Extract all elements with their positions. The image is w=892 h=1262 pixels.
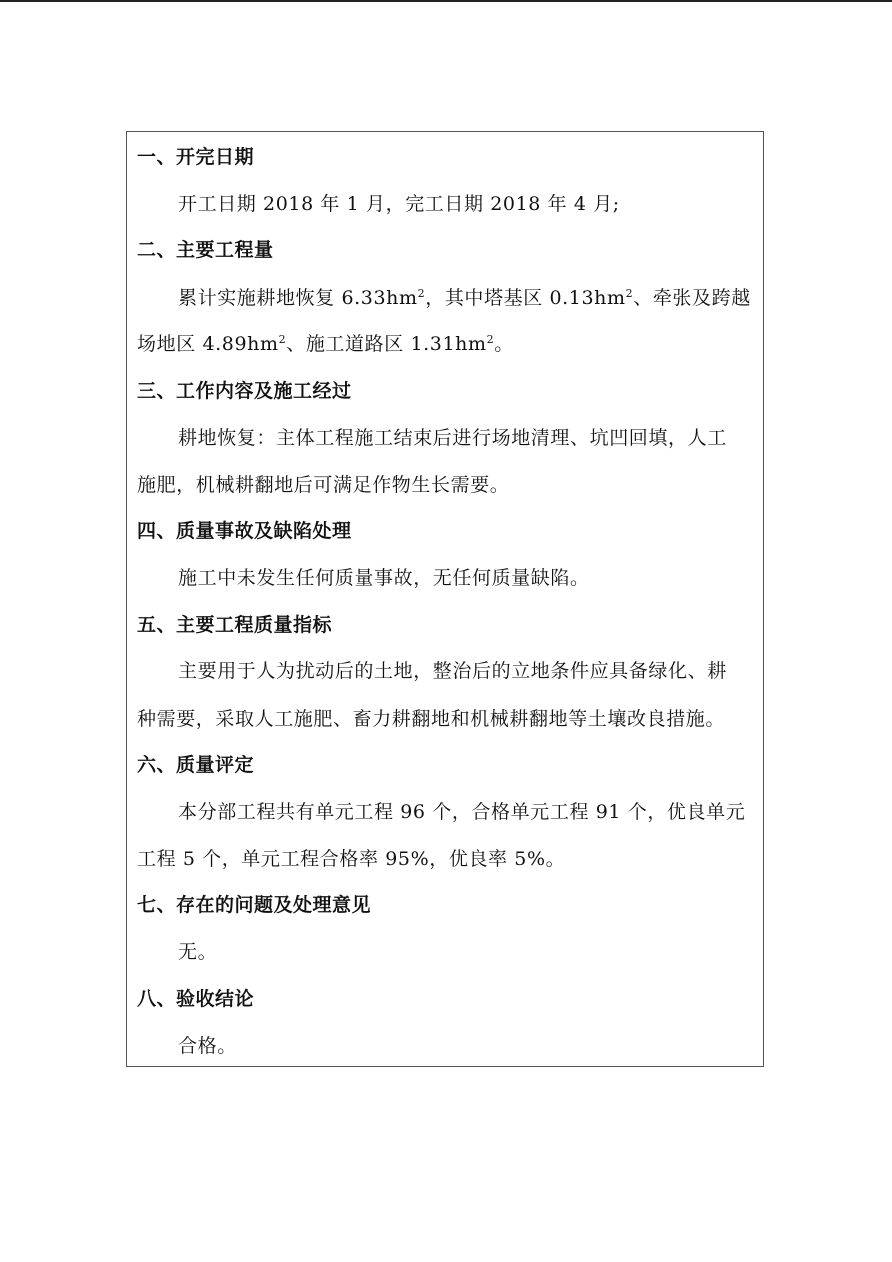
main-quantities-line-2-part-1: 场地区 4.89hm [137, 333, 279, 355]
unit-superscript: 2 [486, 333, 495, 346]
issues-text: 无。 [178, 941, 218, 963]
unit-superscript: 2 [417, 287, 426, 300]
unit-superscript: 2 [625, 287, 634, 300]
work-content-line-2: 施肥，机械耕翻地后可满足作物生长需要。 [137, 474, 510, 496]
section-title-quality-assessment: 六、质量评定 [137, 754, 255, 776]
section-title-acceptance-conclusion: 八、验收结论 [137, 988, 255, 1010]
quality-indicators-line-1: 主要用于人为扰动后的土地，整治后的立地条件应具备绿化、耕 [178, 660, 727, 682]
main-quantities-line-1-part-3: 、牵张及跨越 [633, 287, 751, 309]
main-quantities-line-2 [137, 332, 514, 356]
section-title-work-content: 三、工作内容及施工经过 [137, 380, 352, 402]
acceptance-report-box [126, 131, 764, 1067]
main-quantities-line-1 [178, 286, 751, 310]
unit-superscript: 2 [278, 333, 287, 346]
acceptance-conclusion-text: 合格。 [178, 1035, 237, 1057]
work-content-line-1: 耕地恢复：主体工程施工结束后进行场地清理、坑凹回填，人工 [178, 427, 727, 449]
main-quantities-line-1-part-1: 累计实施耕地恢复 6.33hm [178, 287, 418, 309]
main-quantities-line-2-part-2: 、施工道路区 1.31hm [286, 333, 487, 355]
main-quantities-line-1-part-2: ，其中塔基区 0.13hm [425, 287, 626, 309]
section-title-issues: 七、存在的问题及处理意见 [137, 894, 372, 916]
start-end-date-text: 开工日期 2018 年 1 月，完工日期 2018 年 4 月; [178, 193, 620, 215]
section-title-quality-indicators: 五、主要工程质量指标 [137, 614, 333, 636]
quality-assessment-line-1: 本分部工程共有单元工程 96 个，合格单元工程 91 个，优良单元 [178, 801, 746, 823]
section-title-start-end-date: 一、开完日期 [137, 146, 255, 168]
quality-indicators-line-2: 种需要，采取人工施肥、畜力耕翻地和机械耕翻地等土壤改良措施。 [137, 708, 726, 730]
section-title-quality-defects: 四、质量事故及缺陷处理 [137, 520, 352, 542]
section-title-main-quantities: 二、主要工程量 [137, 239, 274, 261]
quality-defects-text: 施工中未发生任何质量事故，无任何质量缺陷。 [178, 567, 590, 589]
top-border-rule [0, 0, 892, 2]
main-quantities-line-2-part-3: 。 [494, 333, 514, 355]
quality-assessment-line-2: 工程 5 个，单元工程合格率 95%，优良率 5%。 [137, 848, 566, 870]
